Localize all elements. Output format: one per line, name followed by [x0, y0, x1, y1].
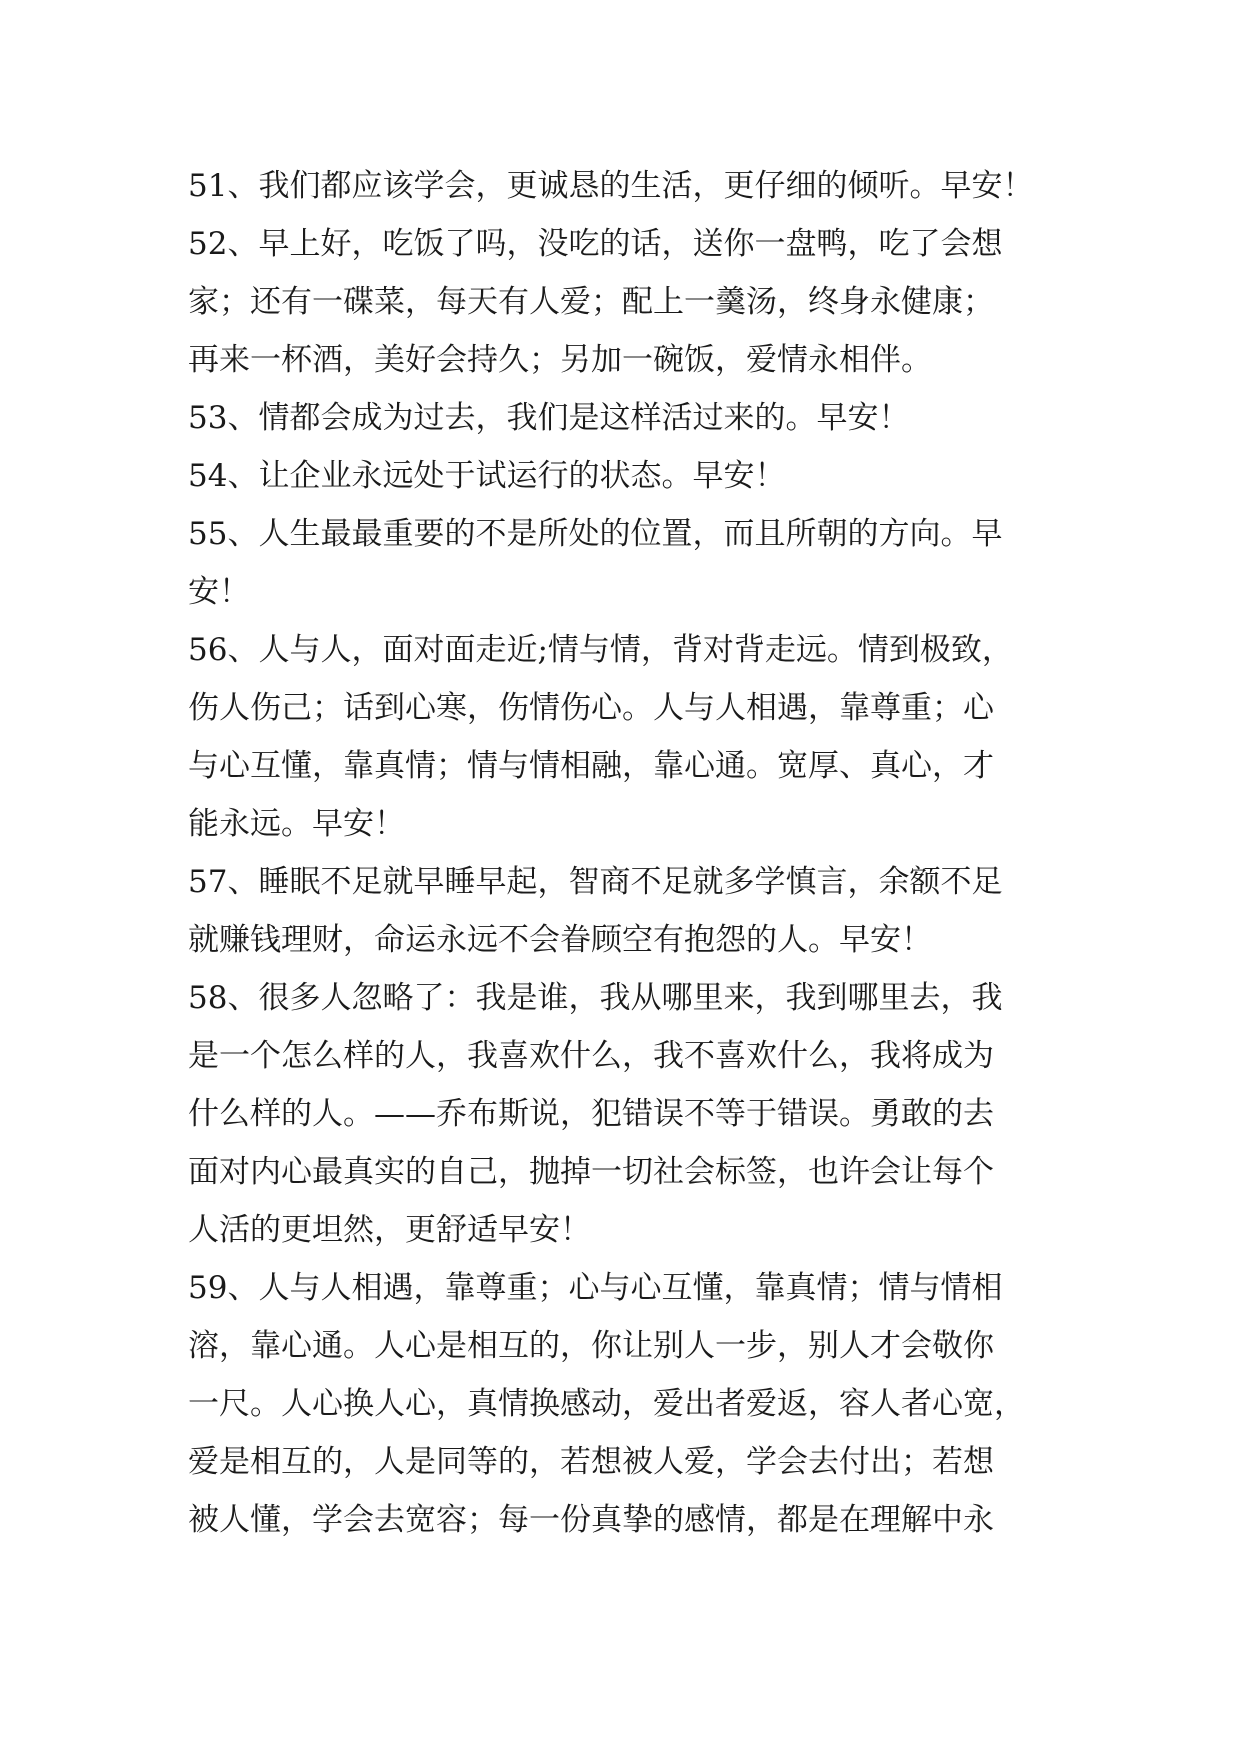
text-line: 54、让企业永远处于试运行的状态。早安！ — [188, 458, 786, 494]
text-line: 能永远。早安！ — [188, 806, 405, 842]
text-line: 52、早上好，吃饭了吗，没吃的话，送你一盘鸭，吃了会想 — [188, 226, 1003, 262]
text-line: 一尺。人心换人心，真情换感动，爱出者爱返，容人者心宽， — [188, 1386, 1025, 1422]
text-line: 就赚钱理财，命运永远不会眷顾空有抱怨的人。早安！ — [188, 922, 932, 958]
text-line: 被人懂，学会去宽容；每一份真挚的感情，都是在理解中永 — [188, 1502, 994, 1538]
body-text — [188, 157, 1068, 1549]
text-line: 安！ — [188, 574, 250, 610]
text-line: 溶，靠心通。人心是相互的，你让别人一步，别人才会敬你 — [188, 1328, 994, 1364]
text-line: 是一个怎么样的人，我喜欢什么，我不喜欢什么，我将成为 — [188, 1038, 994, 1074]
text-line: 面对内心最真实的自己，抛掉一切社会标签，也许会让每个 — [188, 1154, 994, 1190]
text-line: 53、情都会成为过去，我们是这样活过来的。早安！ — [188, 400, 910, 436]
text-line: 51、我们都应该学会，更诚恳的生活，更仔细的倾听。早安！ — [188, 168, 1034, 204]
text-line: 再来一杯酒，美好会持久；另加一碗饭，爱情永相伴。 — [188, 342, 932, 378]
text-line: 57、睡眠不足就早睡早起，智商不足就多学慎言，余额不足 — [188, 864, 1003, 900]
text-line: 59、人与人相遇，靠尊重；心与心互懂，靠真情；情与情相 — [188, 1270, 1003, 1306]
text-line: 58、很多人忽略了：我是谁，我从哪里来，我到哪里去，我 — [188, 980, 1003, 1016]
text-line: 与心互懂，靠真情；情与情相融，靠心通。宽厚、真心，才 — [188, 748, 994, 784]
text-line: 什么样的人。——乔布斯说，犯错误不等于错误。勇敢的去 — [188, 1096, 994, 1132]
text-line: 56、人与人，面对面走近;情与情，背对背走远。情到极致， — [188, 632, 1013, 668]
text-line: 伤人伤己；话到心寒，伤情伤心。人与人相遇，靠尊重；心 — [188, 690, 994, 726]
text-line: 人活的更坦然，更舒适早安！ — [188, 1212, 591, 1248]
text-line: 家；还有一碟菜，每天有人爱；配上一羹汤，终身永健康； — [188, 284, 994, 320]
text-line: 爱是相互的，人是同等的，若想被人爱，学会去付出；若想 — [188, 1444, 994, 1480]
text-line: 55、人生最最重要的不是所处的位置，而且所朝的方向。早 — [188, 516, 1003, 552]
